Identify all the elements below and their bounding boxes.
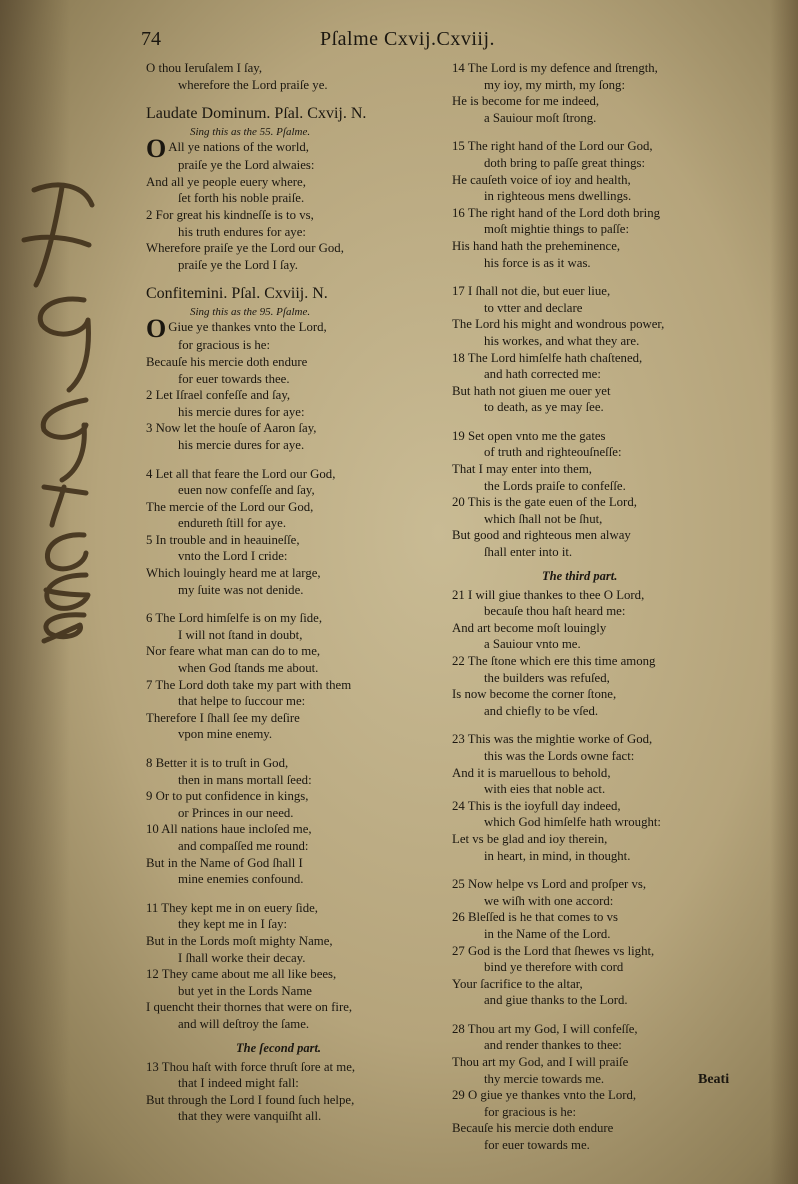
verse-line: that helpe to ſuccour me: [178,694,306,709]
verse-line-text: Giue ye thankes vnto the Lord, [168,320,327,335]
verse-line: his mercie dures for aye. [178,437,305,452]
verse-line: 7 The Lord doth take my part with them [146,677,352,692]
verse-line: And all ye people euery where, [146,174,306,189]
verse-line: becauſe thou haſt heard me: [484,604,626,619]
verse-line: in righteous mens dwellings. [484,189,632,204]
verse-line: his workes, and what they are. [484,333,640,348]
verse-line: 23 This was the mightie worke of God, [452,732,653,747]
verse-line: vpon mine enemy. [178,727,273,742]
stanza-gap [452,126,742,138]
verse-line: my ioy, my mirth, my ſong: [484,77,626,92]
verse-line: 5 In trouble and in heauineſſe, [146,532,300,547]
verse-line: his mercie dures for aye: [178,404,305,419]
verse-line: Nor feare what man can do to me, [146,644,321,659]
verse-line: The Lord his might and wondrous power, [452,317,665,332]
psalm-heading: Laudate Dominum. Pſal. Cxvij. N. [146,105,367,123]
verse-line-text: All ye nations of the world, [168,140,309,155]
verse-line [146,134,426,164]
verse-line: His hand hath the preheminence, [452,238,621,253]
verse-line: 4 Let all that feare the Lord our God, [146,466,336,481]
verse-line: for euer towards me. [484,1138,590,1153]
verse-line: of truth and righteouſneſſe: [484,445,622,460]
verse-line: 2 For great his kindneſſe is to vs, [146,207,314,222]
verse-line: I quencht their thornes that were on fire, [146,1000,353,1015]
verse-line: that I indeed might fall: [178,1076,299,1091]
verse-line: Therefore I ſhall ſee my deſire [146,710,300,725]
verse-line: 22 The ſtone which ere this time among [452,654,656,668]
verse-line: Becauſe his mercie doth endure [452,1121,614,1136]
verse-line: 15 The right hand of the Lord our God, [452,139,653,154]
verse-line: And it is maruellous to behold, [452,765,611,780]
verse-line: then in mans mortall ſeed: [178,772,312,787]
right-column [452,60,742,1154]
stanza-gap [146,743,426,755]
verse-line: mine enemies confound. [178,872,304,887]
verse-line: He cauſeth voice of ioy and health, [452,172,631,187]
verse-line: Which louingly heard me at large, [146,566,321,581]
verse-line: 13 Thou haſt with force thruſt ſore at me, [146,1059,356,1074]
verse-line: 26 Bleſſed is he that comes to vs [452,910,618,925]
verse-line: 11 They kept me in on euery ſide, [146,900,319,915]
verse-line: I ſhall worke their decay. [178,950,306,965]
verse-line: with eies that noble act. [484,782,606,797]
verse-line: 21 I will giue thankes to thee O Lord, [452,587,645,602]
stanza-gap [146,454,426,466]
verse-line: 14 The Lord is my defence and ſtrength, [452,61,658,75]
verse-line: But through the Lord I found ſuch helpe, [146,1092,355,1107]
verse-line: but yet in the Lords Name [178,983,312,998]
verse-line: 2 Let Iſrael confeſſe and ſay, [146,388,291,403]
verse-line: The mercie of the Lord our God, [146,499,314,514]
stanza-gap [146,888,426,900]
verse-line: Let vs be glad and ioy therein, [452,831,608,846]
verse-line: which God himſelfe hath wrought: [484,815,661,830]
drop-cap: O [146,134,167,164]
verse-line: 10 All nations haue incloſed me, [146,822,312,837]
verse-line: his truth endures for aye: [178,224,306,239]
verse-line: vnto the Lord I cride: [178,549,288,564]
verse-line: 27 God is the Lord that ſhewes vs light, [452,943,655,958]
verse-line: 25 Now helpe vs Lord and proſper vs, [452,877,647,892]
verse-line: Becauſe his mercie doth endure [146,354,308,369]
stanza-gap [452,864,742,876]
verse-line: and compaſſed me round: [178,838,309,853]
stanza-gap [452,719,742,731]
verse-line: praiſe ye the Lord alwaies: [178,158,315,173]
verse-line: and render thankes to thee: [484,1038,622,1053]
verse-line: in heart, in mind, in thought. [484,848,631,863]
verse-line: in the Name of the Lord. [484,926,611,941]
verse-line: my ſuite was not denide. [178,582,304,597]
verse-line: Your ſacrifice to the altar, [452,976,583,991]
verse-line: 29 O giue ye thankes vnto the Lord, [452,1088,637,1103]
verse-line: euen now confeſſe and ſay, [178,483,315,498]
verse-line: doth bring to paſſe great things: [484,155,645,170]
verse-line: the Lords praiſe to confeſſe. [484,478,626,493]
drop-cap: O [146,314,167,344]
verse-line: 12 They came about me all like bees, [146,967,337,982]
verse-line: which ſhall not be ſhut, [484,511,603,526]
left-column [146,60,426,1125]
verse-line [146,314,426,344]
verse-line: bind ye therefore with cord [484,960,624,975]
verse-line: praiſe ye the Lord I ſay. [178,257,298,272]
stanza-gap [452,1009,742,1021]
verse-line: 8 Better it is to truſt in God, [146,756,289,770]
verse-line: And art become moſt louingly [452,620,607,635]
verse-line: the builders was refuſed, [484,670,610,685]
verse-line: a Sauiour vnto me. [484,637,581,652]
verse-line: That I may enter into them, [452,462,593,477]
verse-line: or Princes in our need. [178,805,294,820]
verse-line: and will deſtroy the ſame. [178,1016,310,1031]
verse-line: endureth ſtill for aye. [178,516,287,531]
verse-line: for gracious is he: [484,1104,577,1119]
verse-line: wherefore the Lord praiſe ye. [178,77,328,92]
verse-line: ſet forth his noble praiſe. [178,191,305,206]
verse-line: and chiefly to be vſed. [484,703,599,718]
verse-line: for gracious is he: [178,338,271,353]
page-number: 74 [141,28,161,50]
verse-line: I will not ſtand in doubt, [178,627,303,642]
handwritten-marginalia-icon [14,175,104,645]
verse-line: we wiſh with one accord: [484,893,614,908]
verse-line: 19 Set open vnto me the gates [452,428,606,443]
running-head: Pſalme Cxvij.Cxviij. [320,28,496,50]
tune-direction: Sing this as the 95. Pſalme. [190,306,311,319]
verse-line: and giue thanks to the Lord. [484,993,628,1008]
verse-line: moſt mightie things to paſſe: [484,222,630,237]
verse-line: 18 The Lord himſelfe hath chaſtened, [452,350,643,365]
verse-line: 3 Now let the houſe of Aaron ſay, [146,421,317,436]
verse-line: a Sauiour moſt ſtrong. [484,110,597,125]
tune-direction: Sing this as the 55. Pſalme. [190,126,311,139]
verse-line: his force is as it was. [484,255,591,270]
verse-line: to vtter and declare [484,300,583,315]
verse-line: that they were vanquiſht all. [178,1109,322,1124]
verse-line: ſhall enter into it. [484,545,573,560]
part-title: The third part. [542,568,618,583]
verse-line: Wherefore praiſe ye the Lord our God, [146,241,344,256]
verse-line: 20 This is the gate euen of the Lord, [452,495,637,510]
verse-line: thy mercie towards me. [484,1071,605,1086]
verse-line: they kept me in I ſay: [178,917,288,932]
verse-line: and hath corrected me: [484,367,601,382]
verse-line: But good and righteous men alway [452,528,631,543]
verse-line: He is become for me indeed, [452,94,600,109]
verse-line: for euer towards thee. [178,371,290,386]
stanza-gap [146,598,426,610]
verse-line: But in the Lords moſt mighty Name, [146,933,333,948]
verse-line: this was the Lords owne fact: [484,748,635,763]
page-edge [770,0,798,1184]
verse-line: to death, as ye may ſee. [484,400,604,415]
verse-line: But hath not giuen me ouer yet [452,383,611,398]
verse-line: 9 Or to put confidence in kings, [146,789,309,804]
psalm-heading: Confitemini. Pſal. Cxviij. N. [146,285,328,303]
stanza-gap [452,271,742,283]
verse-line: 16 The right hand of the Lord doth bring [452,205,661,220]
verse-line: But in the Name of God ſhall I [146,855,303,870]
stanza-gap [452,416,742,428]
verse-line: 6 The Lord himſelfe is on my ſide, [146,611,323,626]
part-title: The ſecond part. [236,1040,322,1055]
verse-line: 24 This is the ioyfull day indeed, [452,798,621,813]
verse-line: 28 Thou art my God, I will confeſſe, [452,1021,638,1036]
verse-line: Thou art my God, and I will praiſe [452,1055,629,1070]
verse-line: O thou Ieruſalem I ſay, [146,61,263,75]
verse-line: when God ſtands me about. [178,661,319,676]
verse-line: Is now become the corner ſtone, [452,687,617,702]
catchword: Beati [698,1072,730,1087]
verse-line: 17 I ſhall not die, but euer liue, [452,284,611,299]
page-header [0,28,798,56]
